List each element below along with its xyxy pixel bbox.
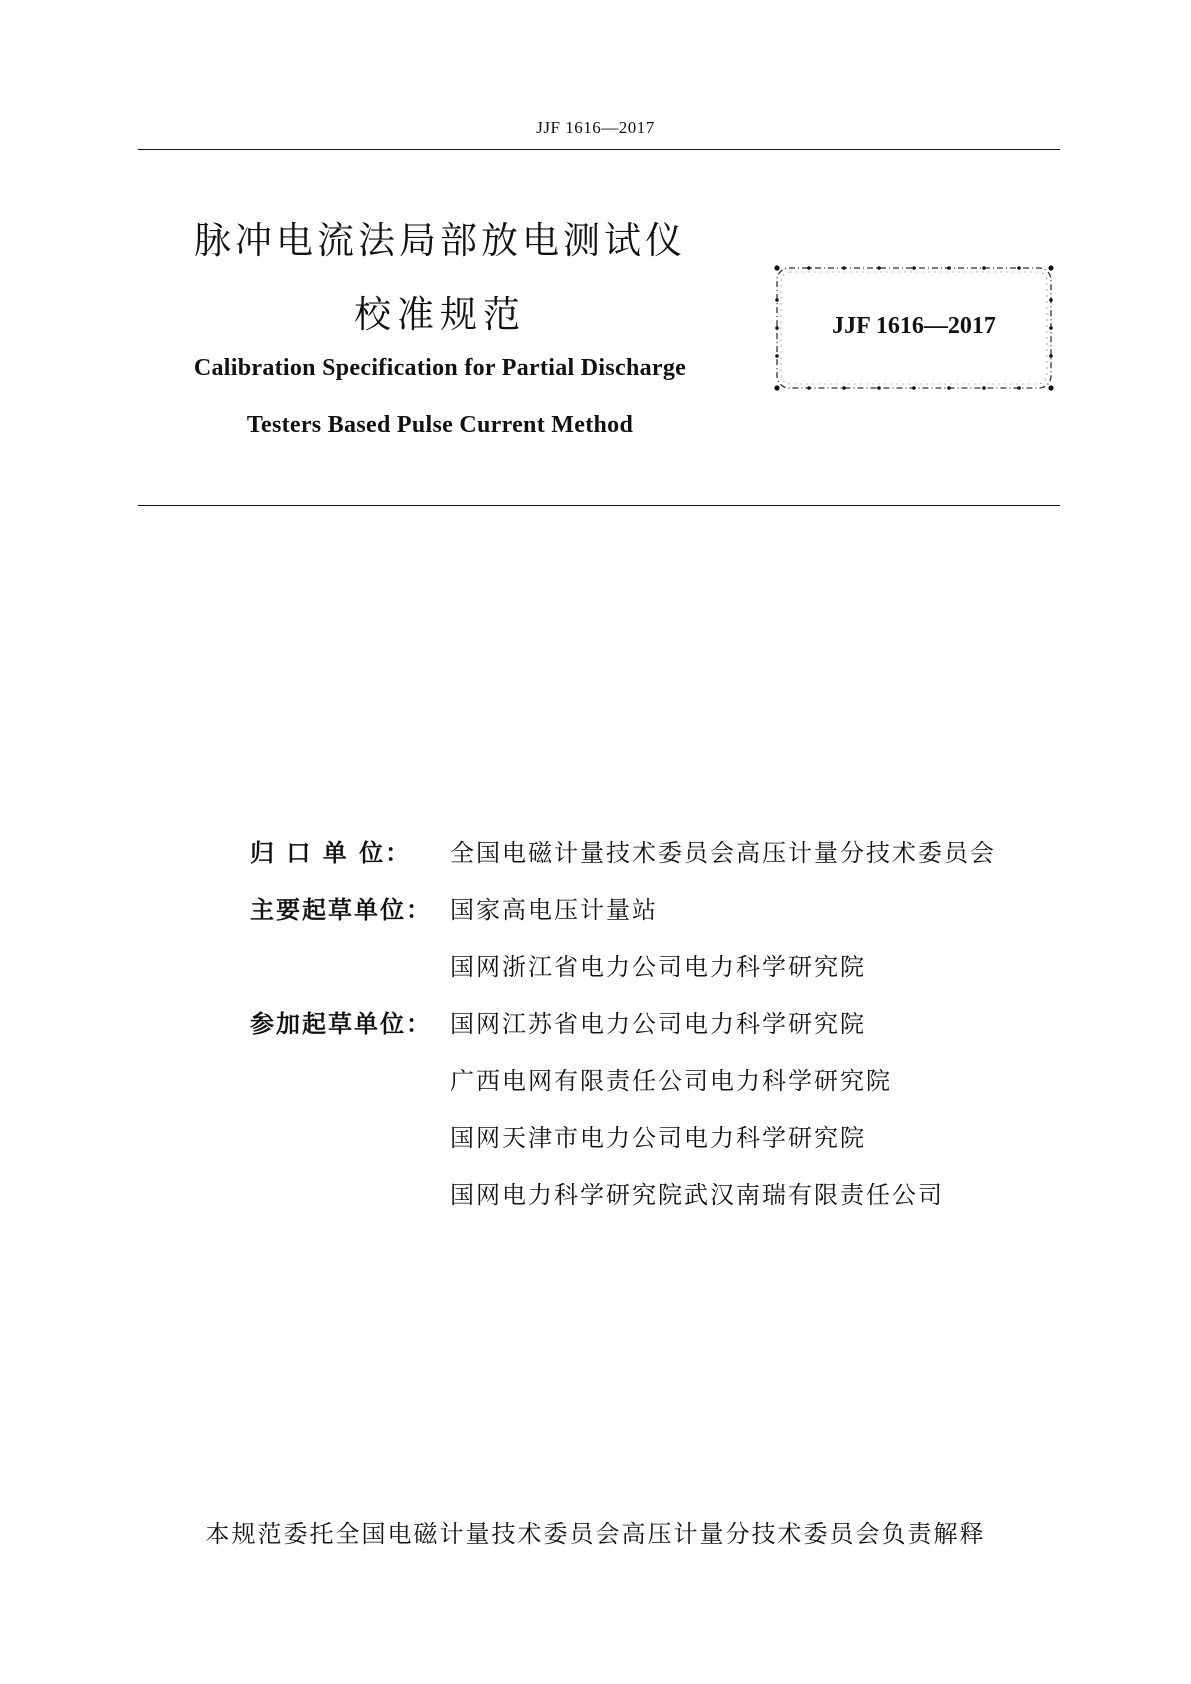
participating-drafting-label: 参加起草单位： xyxy=(250,1010,432,1038)
bottom-rule xyxy=(138,505,1060,506)
participating-drafting-unit: 国网天津市电力公司电力科学研究院 xyxy=(450,1124,866,1152)
main-drafting-unit: 国网浙江省电力公司电力科学研究院 xyxy=(450,953,866,981)
header-standard-code: JJF 1616—2017 xyxy=(536,118,655,137)
participating-drafting-unit: 国网江苏省电力公司电力科学研究院 xyxy=(450,1010,866,1038)
code-box-text: JJF 1616—2017 xyxy=(832,313,996,339)
interpretation-note: 本规范委托全国电磁计量技术委员会高压计量分技术委员会负责解释 xyxy=(205,1520,986,1548)
main-drafting-unit: 国家高电压计量站 xyxy=(450,896,658,924)
responsible-unit-label: 归 口 单 位： xyxy=(250,839,412,867)
main-drafting-label: 主要起草单位： xyxy=(250,896,432,924)
title-english-line-1: Calibration Specification for Partial Discharge xyxy=(193,355,687,381)
title-chinese-line-1: 脉冲电流法局部放电测试仪 xyxy=(194,219,686,262)
title-chinese-line-2: 校准规范 xyxy=(354,293,526,336)
title-english-line-2: Testers Based Pulse Current Method xyxy=(246,412,634,438)
participating-drafting-unit: 国网电力科学研究院武汉南瑞有限责任公司 xyxy=(450,1181,944,1209)
top-rule xyxy=(138,149,1060,150)
participating-drafting-unit: 广西电网有限责任公司电力科学研究院 xyxy=(450,1067,892,1095)
responsible-unit-value: 全国电磁计量技术委员会高压计量分技术委员会 xyxy=(450,839,996,867)
